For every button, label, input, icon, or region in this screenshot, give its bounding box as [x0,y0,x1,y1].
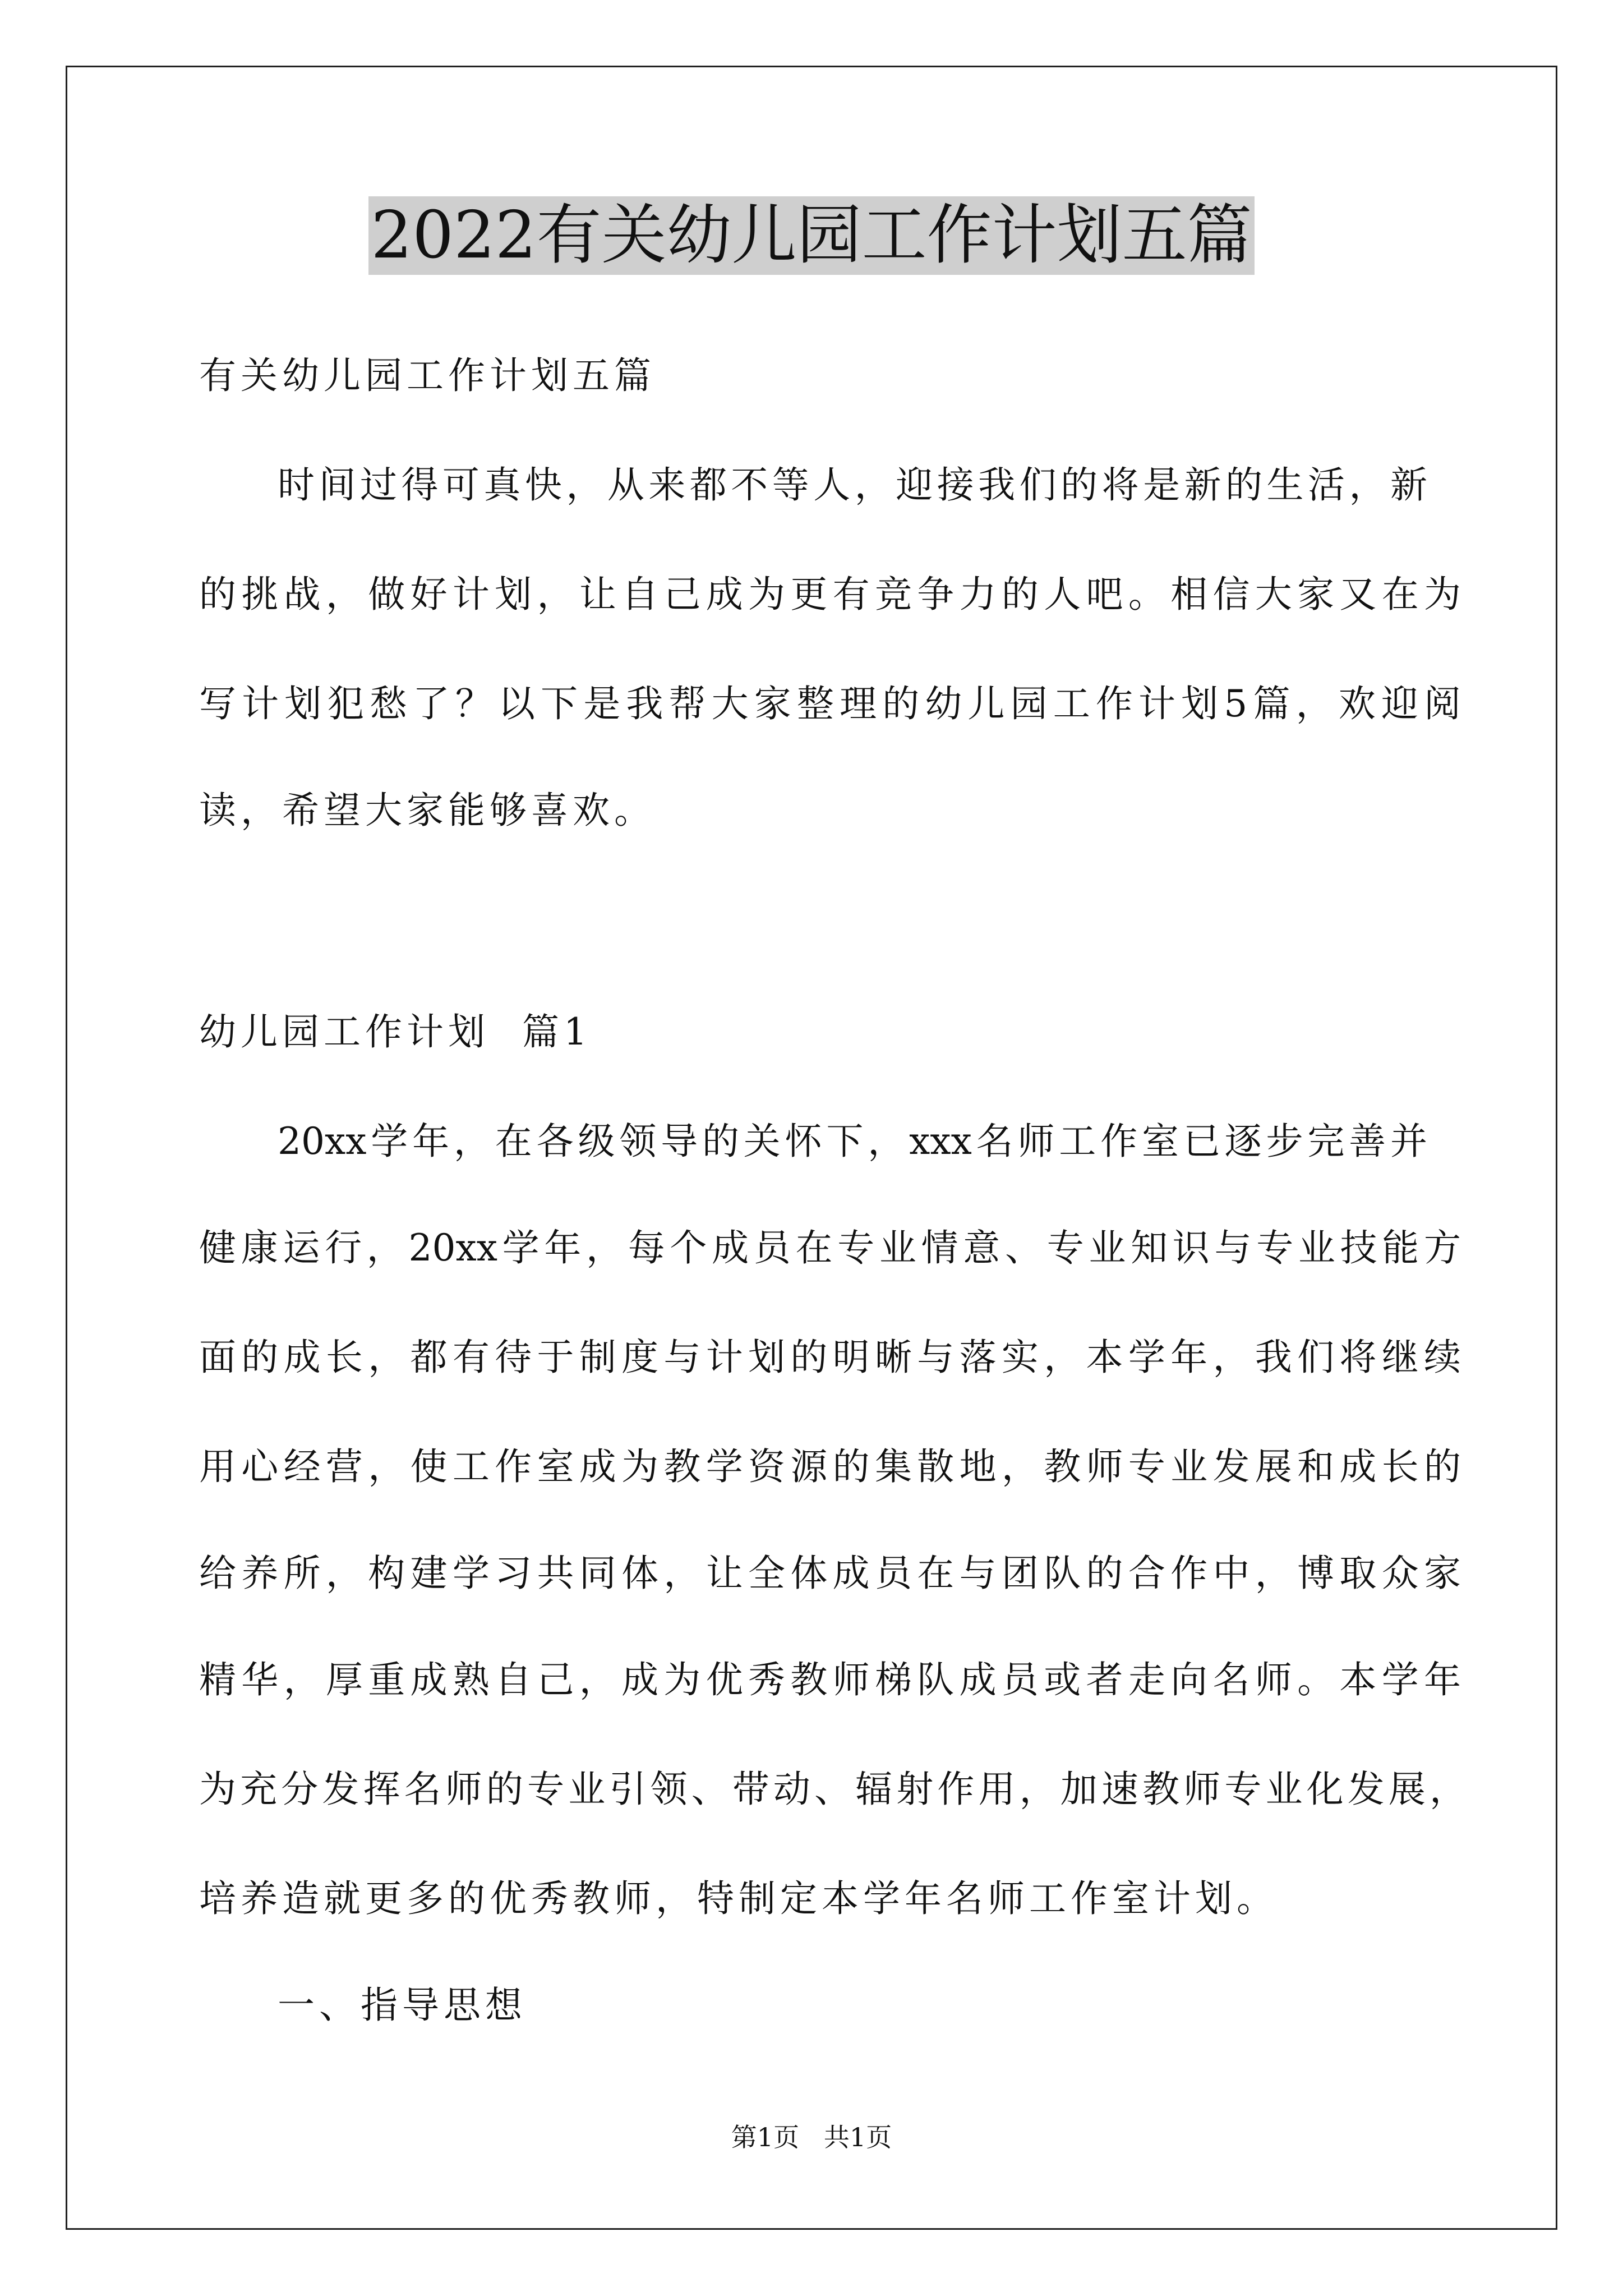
body-line-4: 用心经营，使工作室成为教学资源的集散地，教师专业发展和成长的 [199,1445,1461,1488]
document-title: 2022有关幼儿园工作计划五篇 [368,196,1254,275]
section-heading: 幼儿园工作计划 篇1 [199,1010,592,1053]
intro-line-1: 时间过得可真快，从来都不等人，迎接我们的将是新的生活，新 [278,463,1427,507]
page-footer: 第1页 共1页 [731,2122,892,2152]
body-line-7: 为充分发挥名师的专业引领、带动、辐射作用，加速教师专业化发展， [199,1768,1467,1811]
subheading: 一、指导思想 [278,1984,527,2027]
body-line-2: 健康运行，20xx学年，每个成员在专业情意、专业知识与专业技能方 [199,1226,1461,1269]
intro-line-3: 写计划犯愁了？以下是我帮大家整理的幼儿园工作计划5篇，欢迎阅 [199,682,1461,725]
body-line-3: 面的成长，都有待于制度与计划的明晰与落实，本学年，我们将继续 [199,1336,1461,1379]
document-subtitle: 有关幼儿园工作计划五篇 [199,354,656,397]
body-line-5: 给养所，构建学习共同体，让全体成员在与团队的合作中，博取众家 [199,1552,1461,1595]
body-line-8: 培养造就更多的优秀教师，特制定本学年名师工作室计划。 [199,1877,1278,1920]
body-line-6: 精华，厚重成熟自己，成为优秀教师梯队成员或者走向名师。本学年 [199,1658,1461,1701]
title-container [0,196,1623,275]
intro-line-2: 的挑战，做好计划，让自己成为更有竞争力的人吧。相信大家又在为 [199,573,1461,616]
body-line-1: 20xx学年，在各级领导的关怀下，xxx名师工作室已逐步完善并 [278,1120,1427,1163]
intro-line-4: 读，希望大家能够喜欢。 [199,789,656,832]
